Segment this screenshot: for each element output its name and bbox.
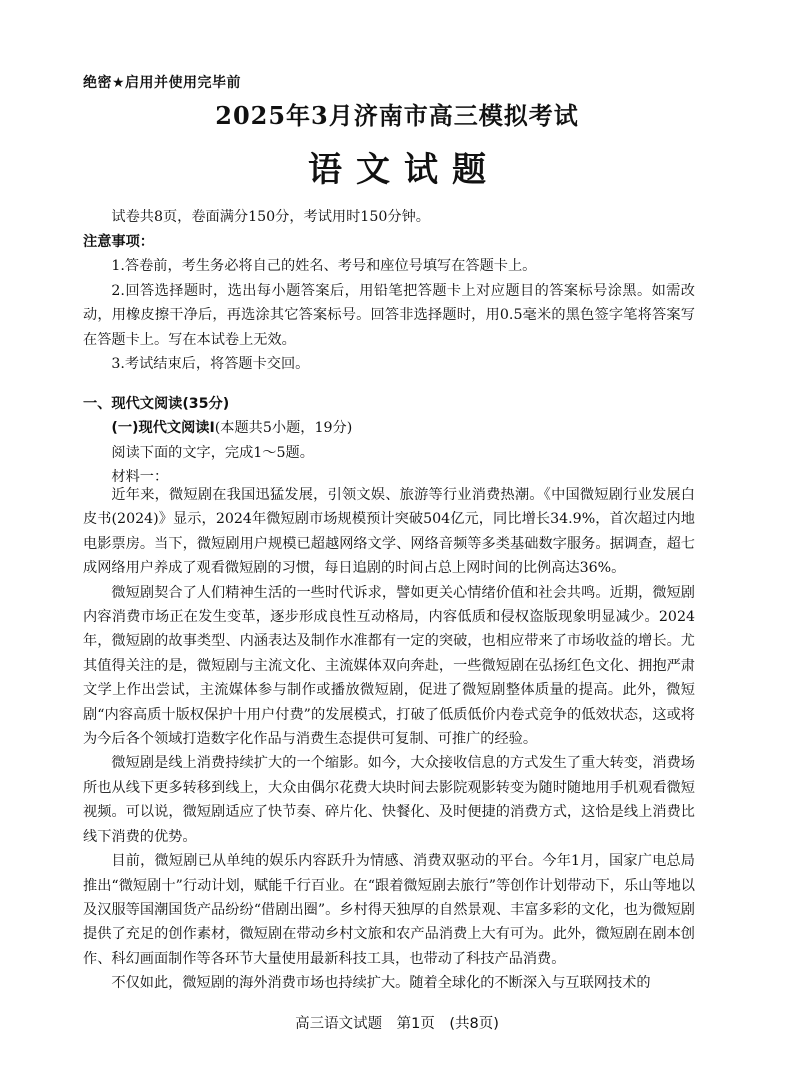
paragraph: 近年来，微短剧在我国迅猛发展，引领文娱、旅游等行业消费热潮。《中国微短剧行业发展白皮书(2024)》显示，2024年微短剧市场规模预计突破504亿元，同比增长34.9%，首次超过内地电影票房。当下，微短剧用户规模已超越网络文学、网络音频等多类基础数字服务。据调查，超七成网络用户养成了观看微短剧的习惯，每日追剧的时间占总上网时间的比例高达36%。	[83, 487, 695, 577]
sub-section-title: (一)现代文阅读Ⅰ	[111, 420, 215, 437]
sub-section-heading	[83, 416, 695, 440]
page-footer: 高三语文试题 第1页 (共8页)	[295, 1016, 499, 1032]
material-text	[83, 483, 695, 996]
notice-item: 3.考试结束后，将答题卡交回。	[111, 356, 310, 373]
paragraph: 不仅如此，微短剧的海外消费市场也持续扩大。随着全球化的不断深入与互联网技术的	[111, 975, 651, 992]
reading-instruction: 阅读下面的文字，完成1～5题。	[111, 444, 314, 461]
notice-heading: 注意事项：	[83, 234, 154, 250]
material-label: 材料一：	[111, 469, 169, 486]
sub-section-info: (本题共5小题，19分)	[214, 420, 353, 437]
section-heading: 一、现代文阅读(35分)	[83, 396, 230, 412]
exam-subject-title: 语文试题	[308, 150, 500, 190]
exam-info-line: 试卷共8页，卷面满分150分，考试用时150分钟。	[111, 209, 430, 225]
exam-title: 2025年3月济南市高三模拟考试	[215, 101, 579, 130]
exam-intro	[83, 205, 695, 229]
paragraph: 目前，微短剧已从单纯的娱乐内容跃升为情感、消费双驱动的平台。今年1月，国家广电总局推出“微短剧十”行动计划，赋能千行百业。在“跟着微短剧去旅行”等创作计划带动下，乐山等地以及汉服等国潮国货产品纷纷“借剧出圈”。乡村得天独厚的自然景观、丰富多彩的文化，也为微短剧提供了充足的创作素材，微短剧在带动乡村文旅和农产品消费上大有可为。此外，微短剧在剧本创作、科幻画面制作等各环节大量使用最新科技工具，也带动了科技产品消费。	[83, 853, 695, 967]
confidential-label: 绝密★启用并使用完毕前	[83, 75, 242, 91]
paragraph: 微短剧契合了人们精神生活的一些时代诉求，譬如更关心情绪价值和社会共鸣。近期，微短剧内容消费市场正在发生变革，逐步形成良性互动格局，内容低质和侵权盗版现象明显减少。2024年，微短剧的故事类型、内涵表达及制作水准都有一定的突破，也相应带来了市场收益的增长。尤其值得关注的是，微短剧与主流文化、主流媒体双向奔赴，一些微短剧在弘扬红色文化、拥抱严肃文学上作出尝试，主流媒体参与制作或播放微短剧，促进了微短剧整体质量的提高。此外，微短剧“内容高质十版权保护十用户付费”的发展模式，打破了低质低价内卷式竞争的低效状态，这或将为今后各个领域打造数字化作品与消费生态提供可复制、可推广的经验。	[83, 584, 695, 748]
reading-section-header	[83, 392, 695, 490]
notice-item: 2.回答选择题时，选出每小题答案后，用铅笔把答题卡上对应题目的答案标号涂黑。如需改动，用橡皮擦干净后，再选涂其它答案标号。回答非选择题时，用0.5毫米的黑色签字笔将答案写在答题卡上。写在本试卷上无效。	[83, 282, 695, 348]
notice-item: 1.答卷前，考生务必将自己的姓名、考号和座位号填写在答题卡上。	[111, 258, 537, 275]
paragraph: 微短剧是线上消费持续扩大的一个缩影。如今，大众接收信息的方式发生了重大转变，消费场所也从线下更多转移到线上，大众由偶尔花费大块时间去影院观影转变为随时随地用手机观看微短视频。可以说，微短剧适应了快节奏、碎片化、快餐化、及时便捷的消费方式，这恰是线上消费比线下消费的优势。	[83, 755, 695, 845]
notice-section	[83, 230, 695, 376]
